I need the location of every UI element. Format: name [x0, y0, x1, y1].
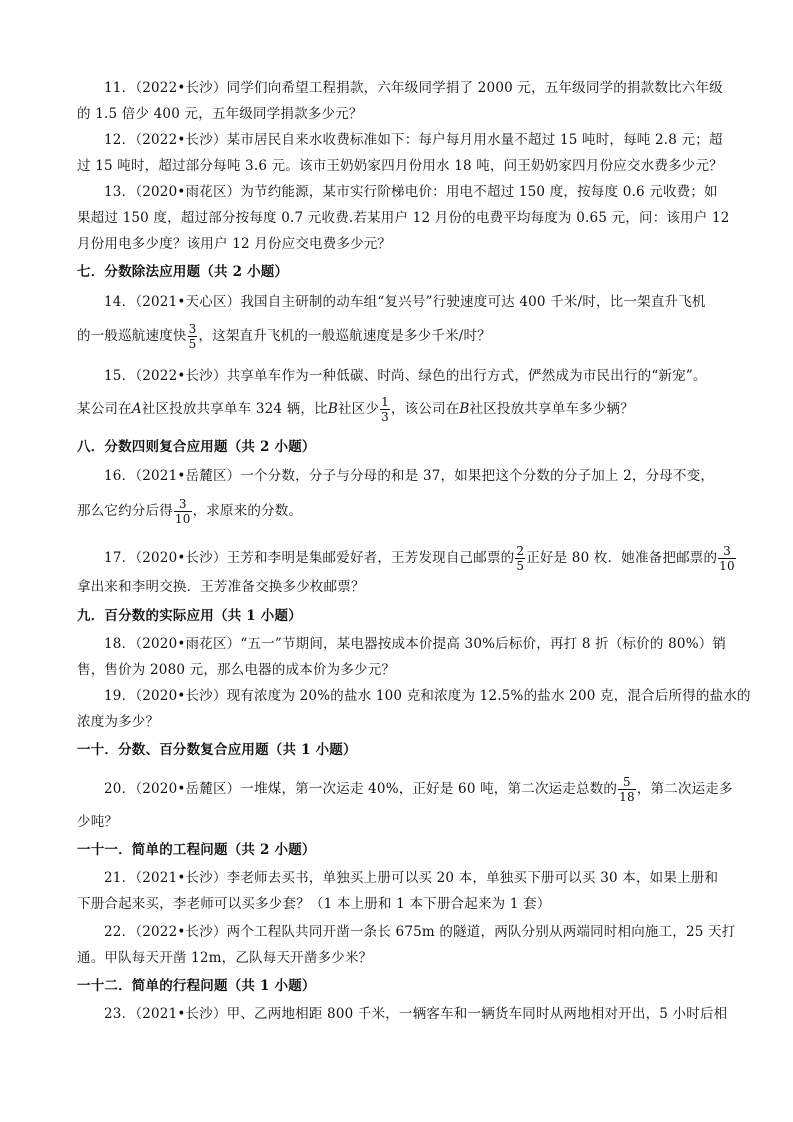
q21-line1: 21．（2021•长沙）李老师去买书，单独买上册可以买 20 本，单独买下册可以买 30 本，如果上册和 [104, 870, 719, 886]
q18-line2: 售，售价为 2080 元，那么电器的成本价为多少元？ [77, 662, 396, 678]
q17-line1 [104, 544, 744, 573]
fraction-numerator: 1 [381, 395, 389, 409]
q17-text: 正好是 80 枚．她准备把邮票的 [526, 550, 718, 566]
fraction-denominator: 10 [719, 559, 735, 573]
q19-line2: 浓度为多少？ [77, 714, 160, 730]
fraction [718, 544, 736, 573]
q15-text: ，该公司在 [390, 401, 460, 417]
section-7-heading: 七．分数除法应用题（共 2 小题） [77, 264, 289, 280]
q22-line2: 通。甲队每天开凿 12m，乙队每天开凿多少米？ [77, 950, 373, 966]
q20-text: 20．（2020•岳麓区）一堆煤，第一次运走 40%，正好是 60 吨，第二次运走总数的 [104, 781, 618, 797]
fraction-numerator: 3 [174, 497, 192, 512]
q15-line2 [77, 395, 717, 424]
fraction-denominator: 3 [381, 410, 389, 424]
q23-line1: 23．（2021•长沙）甲、乙两地相距 800 千米，一辆客车和一辆货车同时从两地相对开出，5 小时后相 [104, 1006, 728, 1022]
q14-line2 [77, 322, 717, 351]
q17-text: 17．（2020•长沙）王芳和李明是集邮爱好者，王芳发现自己邮票的 [104, 550, 515, 566]
q14-text: 的一般巡航速度快 [77, 328, 187, 344]
fraction [515, 544, 525, 573]
q15-text: 社区少 [337, 401, 380, 417]
q13-line3: 月份用电多少度？该用户 12 月份应交电费多少元？ [77, 236, 392, 252]
q15-var: B [459, 401, 470, 417]
q18-line1: 18．（2020•雨花区）“五一”节期间，某电器按成本价提高 30%后标价，再打 8 折（标价的 80%）销 [104, 636, 727, 652]
fraction [618, 775, 636, 804]
fraction-denominator: 5 [516, 559, 525, 573]
section-12-heading: 一十二．简单的行程问题（共 1 小题） [77, 978, 316, 994]
q20-line1 [104, 775, 744, 804]
q20-line2: 少吨？ [77, 814, 119, 830]
fraction-numerator: 2 [516, 544, 525, 558]
q15-var: A [131, 401, 142, 417]
q15-line1: 15．（2022•长沙）共享单车作为一种低碳、时尚、绿色的出行方式，俨然成为市民出行的“新宠”。 [104, 368, 707, 384]
section-11-heading: 一十一．简单的工程问题（共 2 小题） [77, 842, 316, 858]
q16-text: ，求原来的分数。 [192, 503, 303, 519]
q11-line1: 11．（2022•长沙）同学们向希望工程捐款，六年级同学捐了 2000 元，五年级同学的捐款数比六年级 [104, 80, 723, 96]
fraction-denominator: 5 [188, 337, 197, 351]
fraction [174, 497, 192, 526]
q15-var: B [327, 401, 338, 417]
q13-line2: 果超过 150 度，超过部分按每度 0.7 元收费.若某用户 12 月份的电费平均每度为 0.65 元，问：该用户 12 [77, 210, 730, 226]
fraction-numerator: 3 [718, 544, 736, 559]
fraction-denominator: 10 [174, 512, 191, 526]
q12-line1: 12．（2022•长沙）某市居民自来水收费标准如下：每户每月用水量不超过 15 吨时，每吨 2.8 元；超 [104, 132, 723, 148]
q16-line1: 16．（2021•岳麓区）一个分数，分子与分母的和是 37，如果把这个分数的分子加上 2，分母不变， [104, 468, 715, 484]
section-8-heading: 八．分数四则复合应用题（共 2 小题） [77, 439, 316, 455]
q19-line1: 19．（2020•长沙）现有浓度为 20%的盐水 100 克和浓度为 12.5%的盐水 200 克，混合后所得的盐水的 [104, 688, 751, 704]
q14-text: ，这架直升飞机的一般巡航速度是多少千米/时？ [198, 328, 491, 344]
fraction [380, 395, 390, 424]
fraction-numerator: 3 [188, 322, 197, 336]
q22-line1: 22．（2022•长沙）两个工程队共同开凿一条长 675m 的隧道，两队分别从两端同时相向施工，25 天打 [104, 924, 736, 940]
q16-text: 那么它约分后得 [77, 503, 173, 519]
section-10-heading: 一十．分数、百分数复合应用题（共 1 小题） [77, 742, 357, 758]
q15-text: 社区投放共享单车 324 辆，比 [141, 401, 328, 417]
q15-text: 社区投放共享单车多少辆？ [469, 401, 634, 417]
q13-line1: 13．（2020•雨花区）为节约能源，某市实行阶梯电价：用电不超过 150 度，按每度 0.6 元收费；如 [104, 184, 718, 200]
q11-line2: 的 1.5 倍少 400 元，五年级同学捐款多少元？ [77, 106, 363, 122]
q17-line2: 拿出来和李明交换．王芳准备交换多少枚邮票？ [77, 579, 365, 595]
q16-line2 [77, 497, 717, 526]
q14-line1: 14．（2021•天心区）我国自主研制的动车组“复兴号”行驶速度可达 400 千米/时，比一架直升飞机 [104, 294, 706, 310]
fraction-numerator: 5 [618, 775, 636, 790]
q12-line2: 过 15 吨时，超过部分每吨 3.6 元。该市王奶奶家四月份用水 18 吨，问王奶奶家四月份应交水费多少元？ [77, 158, 723, 174]
q21-line2: 下册合起来买，李老师可以买多少套？（1 本上册和 1 本下册合起来为 1 套） [77, 896, 551, 912]
section-9-heading: 九．百分数的实际应用（共 1 小题） [77, 608, 302, 624]
q15-text: 某公司在 [77, 401, 132, 417]
q20-text: ，第二次运走多 [636, 781, 733, 797]
fraction [188, 322, 198, 351]
fraction-denominator: 18 [619, 790, 635, 804]
